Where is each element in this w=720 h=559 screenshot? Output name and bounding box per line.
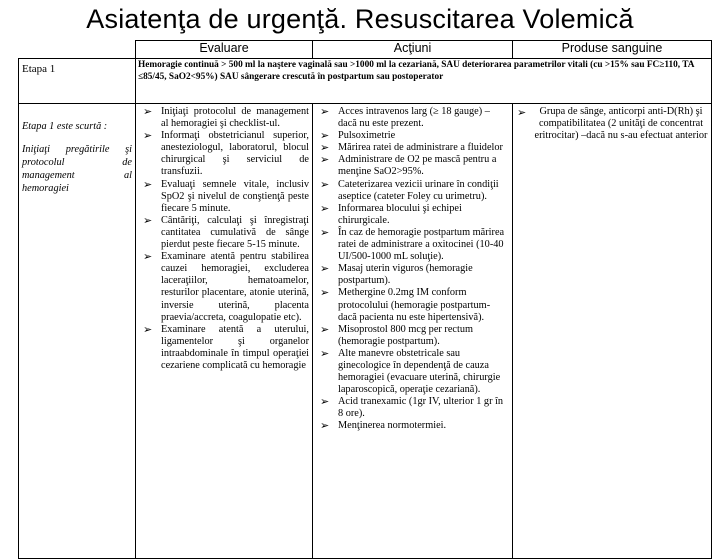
slide-title: Asiatenţa de urgenţă. Resuscitarea Volemică [86,4,634,34]
arrowhead-bullet-icon: ➢ [143,323,153,336]
arrowhead-bullet-icon: ➢ [320,130,330,143]
emergency-criteria: Hemoragie continuă > 500 ml la naştere vaginală sau >1000 ml la cezariană, SAU deteriorarea parametrilor vitali (cu >15% sau FC≥110, TA ≤85/45, SaO2<95%) SAU sângerare crescută în postpartum sau postoperator [136,59,712,104]
sidebar-line: Iniţiaţi pregătirile şi [22,144,132,155]
etapa-label: Etapa 1 [19,59,136,104]
arrowhead-bullet-icon: ➢ [320,323,330,336]
list-item: ➢ Cateterizarea vezicii urinare în condiţii aseptice (cateter Foley cu urimetru). [320,178,499,202]
arrowhead-bullet-icon: ➢ [320,287,330,300]
produse-cell [513,104,712,559]
arrowhead-bullet-icon: ➢ [320,202,330,215]
arrowhead-bullet-icon: ➢ [320,226,330,239]
header-blank [19,41,136,59]
etapa-row [19,59,712,104]
list-item: ➢ Administrare de O2 pe mască pentru a menţine SaO2>95%. [320,154,497,178]
list-item: ➢ Mărirea ratei de administrare a fluidelor [320,142,503,155]
arrowhead-bullet-icon: ➢ [320,420,330,433]
resuscitation-table [18,40,712,559]
body-row [19,104,712,559]
arrowhead-bullet-icon: ➢ [320,396,330,409]
list-item: ➢ Acid tranexamic (1gr IV, ulterior 1 gr în 8 ore). [320,396,504,420]
list-item: ➢ În caz de hemoragie postpartum mărirea ratei de administrare a oxitocinei (10-40 UI/500-1000 mL soluţie). [320,226,505,263]
sidebar-line: hemoragiei [22,183,69,194]
arrowhead-bullet-icon: ➢ [320,154,330,167]
arrowhead-bullet-icon: ➢ [143,178,153,191]
list-item: ➢ Iniţiaţi protocolul de management al hemoragiei şi checklist-ul. [143,106,309,130]
list-item: ➢ Examinare atentă pentru stabilirea cauzei hemoragiei, excluderea laceraţiilor, hematoamelor, resturilor placentare, atonie uterină, inversie uterină, placenta praevia/accreta, coagulopatie etc). [143,251,309,323]
header-actiuni: Acţiuni [313,41,513,59]
sidebar-cell [19,104,136,559]
list-item: ➢ Informaţi obstetricianul superior, anesteziologul, laboratorul, blocul chirurgical şi serviciul de transfuzii. [143,130,309,178]
arrowhead-bullet-icon: ➢ [320,347,330,360]
sidebar-line: protocolul de [22,157,132,168]
list-item: ➢ Alte manevre obstetricale sau ginecologice în dependenţă de cauza hemoragiei (evacuare uterină, chirurgie laparoscopică, operaţie cezariană). [320,347,501,396]
arrowhead-bullet-icon: ➢ [320,178,330,191]
arrowhead-bullet-icon: ➢ [320,106,330,118]
arrowhead-bullet-icon: ➢ [143,106,153,118]
produse-text: Grupa de sânge, anticorpi anti-D(Rh) şi compatibilitatea (2 unităţi de concentrat eritrocitar) –dacă nu s-au efectuat anterior [534,106,708,142]
sidebar-heading: Etapa 1 este scurtă : [22,121,108,132]
list-item: ➢ Pulsoximetrie [320,130,396,143]
list-item: ➢ Misoprostol 800 mcg per rectum (hemoragie postpartum). [320,323,473,347]
header-evaluare: Evaluare [136,41,313,59]
list-item: ➢ Evaluaţi semnele vitale, inclusiv SpO2 şi nivelul de conştienţă peste fiecare 5 minute. [143,178,309,214]
list-item: ➢ Acces intravenos larg (≥ 18 gauge) – dacă nu este prezent. [320,106,490,130]
header-produse: Produse sanguine [513,41,712,59]
list-item: ➢ Informarea blocului şi echipei chirurgicale. [320,202,462,226]
arrowhead-bullet-icon: ➢ [143,214,153,227]
arrowhead-bullet-icon: ➢ [143,251,153,264]
evaluare-list [139,106,309,372]
arrowhead-bullet-icon: ➢ [320,263,330,276]
list-item: ➢ Masaj uterin viguros (hemoragie postpartum). [320,263,473,287]
list-item: ➢ Examinare atentă a uterului, ligamentelor şi organelor intraabdominale în timpul operaţiei cezariene complicată cu hemoragie [143,323,309,371]
evaluare-cell [136,104,313,559]
actiuni-cell [313,104,513,559]
actiuni-list [316,106,509,433]
arrowhead-bullet-icon: ➢ [517,107,527,119]
list-item: ➢ Methergine 0.2mg IM conform protocolului (hemoragie postpartum- dacă pacienta nu este hipertensivă). [320,287,491,323]
list-item: ➢ Cântăriţi, calculaţi şi înregistraţi cantitatea cumulativă de sânge pierdut peste fiecare 5-15 minute. [143,214,309,251]
arrowhead-bullet-icon: ➢ [320,142,330,155]
arrowhead-bullet-icon: ➢ [143,130,153,143]
list-item: ➢ Menţinerea normotermiei. [320,420,447,433]
sidebar-line: management al [22,170,132,181]
header-row [19,41,712,59]
